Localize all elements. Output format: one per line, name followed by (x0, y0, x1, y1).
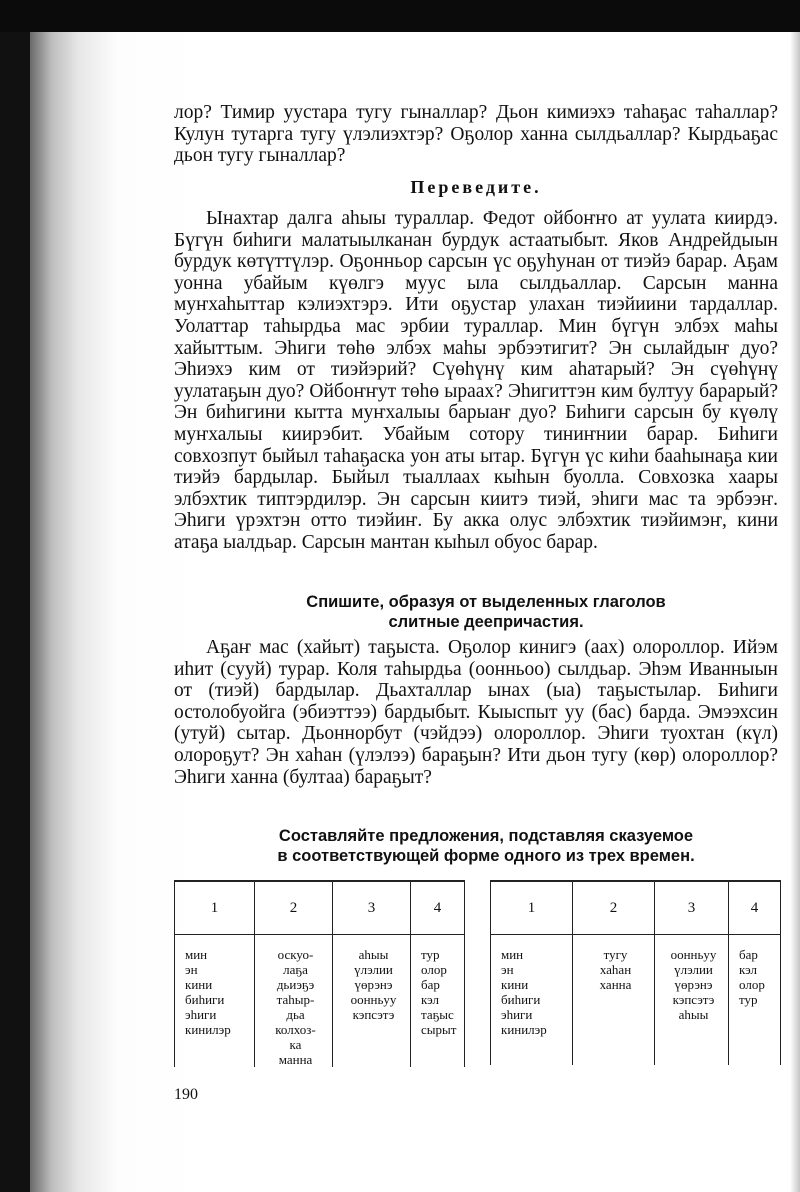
table-left-col3 (333, 935, 411, 1068)
word: бар (421, 977, 440, 992)
table-left-header: 2 (255, 881, 333, 935)
word: манна (278, 1052, 313, 1067)
table-left-col1 (175, 935, 255, 1068)
exercise3-heading-line2: в соответствующей форме одного из трех времен. (277, 847, 695, 865)
table-right-col3 (655, 935, 729, 1066)
word: эн (185, 962, 198, 977)
top-paragraph: лор? Тимир уустара тугу гыналлар? Дьон кимиэхэ таһаҕас таһаллар? Кулун тутарга тугу үлэлиэхтэр? Оҕолор ханна сылдьаллар? Кырдьаҕас дьон тугу гыналлар? (174, 102, 778, 167)
word: биһиги (185, 992, 225, 1007)
word: оонньуу (350, 992, 397, 1007)
word: аһыы (678, 1007, 709, 1022)
word: кинилэр (185, 1022, 231, 1037)
word: кэл (421, 992, 439, 1007)
table-right-col4 (729, 935, 781, 1066)
table-right-header: 4 (729, 881, 781, 935)
word: дьа (286, 1007, 305, 1022)
word: мин (185, 947, 208, 962)
word: оонньуу (670, 947, 717, 962)
page-edge-shadow (790, 32, 800, 1192)
word: үөрэнэ (354, 977, 393, 992)
table-left-header: 4 (411, 881, 465, 935)
word: кэпсэтэ (352, 1007, 395, 1022)
table-right-header-row (491, 881, 781, 935)
word: лаҕа (283, 962, 308, 977)
table-right (490, 880, 781, 1065)
table-left-header: 3 (333, 881, 411, 935)
exercise2-heading (248, 592, 724, 632)
scan-top-border (0, 0, 800, 32)
word: үөрэнэ (674, 977, 713, 992)
table-right-header: 3 (655, 881, 729, 935)
word: үлэлии (674, 962, 713, 977)
table-left (174, 880, 465, 1067)
exercise1-heading: Переведите. (410, 177, 542, 197)
word: тугу (603, 947, 628, 962)
word: эн (501, 962, 514, 977)
word: эһиги (185, 1007, 217, 1022)
table-left-header-row (175, 881, 465, 935)
exercise2-text: Аҕаҥ мас (хайыт) таҕыста. Оҕолор кинигэ (аах) олороллор. Ийэм иһит (сууй) турар. Коля таһырдьа (оонньоо) сылдьар. Эһэм Иванныын от (тиэй) бардылар. Дьахталлар ынах (ыа) таҕыстылар. Биһиги остолобуойга (эбиэттээ) бардыбыт. Кыыспыт уу (бас) барда. Эмээхсин (утуй) сытар. Дьоннорбут (чэйдээ) олороллор. Эһиги туохтан (күл) олороҕут? Эн хаһан (үлэлээ) бараҕын? Ити дьон тугу (көр) олороллор? Эһиги ханна (бултаа) бараҕыт? (174, 637, 778, 788)
book-spine (0, 32, 30, 1192)
word: бар (739, 947, 758, 962)
word: мин (501, 947, 524, 962)
word: эһиги (501, 1007, 533, 1022)
table-right-header: 1 (491, 881, 573, 935)
word: тур (421, 947, 440, 962)
word: кэл (739, 962, 757, 977)
exercise1-text: Ынахтар далга аһыы тураллар. Федот ойбоҥҥо ат уулата киирдэ. Бүгүн биһиги малатыылканан бурдук астаатыбыт. Яков Андрейдыын бурдук көтүттүлэр. Оҕонньор сарсын үс оҕуһунан от тиэйэ барар. Аҕам уонна убайым күөлгэ муус ыла сылдьаллар. Сарсын манна муҥхаһыттар кэлиэхтэрэ. Ити оҕустар улахан тиэйиини тардаллар. Уолаттар таһырдьа мас эрбии тураллар. Мин бүгүн элбэх маһы хайыттым. Эһиги төһө элбэх маһы эрбээтигит? Эн сылайдыҥ дуо? Эһиэхэ ким от тиэйэрий? Сүөһүнү ким аһатарый? Эн сүөһүнү уулатаҕын дуо? Ойбоҥҥут төһө ыраах? Эһигиттэн ким бултуу барарый? Эн биһигини кытта муҥхалыы барыаҥ дуо? Биһиги сарсын бу күөлү муҥхалыы киирэбит. Убайым сотору тиниҥнии барар. Биһиги совхозпут быйыл таһаҕаска уон аты ытар. Бүгүн үс киһи бааһынаҕа кии тиэйэ бардылар. Быйыл тыаллаах кыһын буолла. Совхозка хаары элбэхтик типтэрдилэр. Эн сарсын киитэ тиэй, эһиги мас та эрбээҥ. Эһиги үрэхтэн отто тиэйиҥ. Бу акка олус элбэхтик тиэйимэҥ, кини атаҕа ыалдьар. Сарсын мантан кыһыл обуос барар. (174, 208, 778, 553)
word: тур (739, 992, 758, 1007)
word: үлэлии (354, 962, 393, 977)
word: ка (289, 1037, 302, 1052)
word: кинилэр (501, 1022, 547, 1037)
exercise2-heading-line1: Спишите, образуя от выделенных глаголов (306, 593, 666, 611)
table-right-col2 (573, 935, 655, 1066)
exercise3-heading-line1: Составляйте предложения, подставляя сказуемое (278, 827, 694, 845)
word: кэпсэтэ (672, 992, 715, 1007)
word: колхоз- (275, 1022, 316, 1037)
table-right-header: 2 (573, 881, 655, 935)
word: таһыр- (276, 992, 315, 1007)
table-left-col4 (411, 935, 465, 1068)
word: кини (501, 977, 529, 992)
word: дьиэҕэ (276, 977, 315, 992)
exercise3-heading (248, 826, 724, 866)
word: аһыы (358, 947, 389, 962)
word: ханна (599, 977, 632, 992)
page-number: 190 (174, 1086, 198, 1103)
table-left-header: 1 (175, 881, 255, 935)
table-left-col2 (255, 935, 333, 1068)
table-right-col1 (491, 935, 573, 1066)
word: таҕыс (421, 1007, 454, 1022)
table-left-body-row (175, 935, 465, 1068)
binding-shadow (30, 32, 78, 1192)
word: олор (421, 962, 447, 977)
word: хаһан (599, 962, 632, 977)
word: биһиги (501, 992, 541, 1007)
word: сырыт (421, 1022, 457, 1037)
exercise2-heading-line2: слитные деепричастия. (388, 613, 584, 631)
word: оскуо- (277, 947, 314, 962)
word: олор (739, 977, 765, 992)
word: кини (185, 977, 213, 992)
table-right-body-row (491, 935, 781, 1066)
